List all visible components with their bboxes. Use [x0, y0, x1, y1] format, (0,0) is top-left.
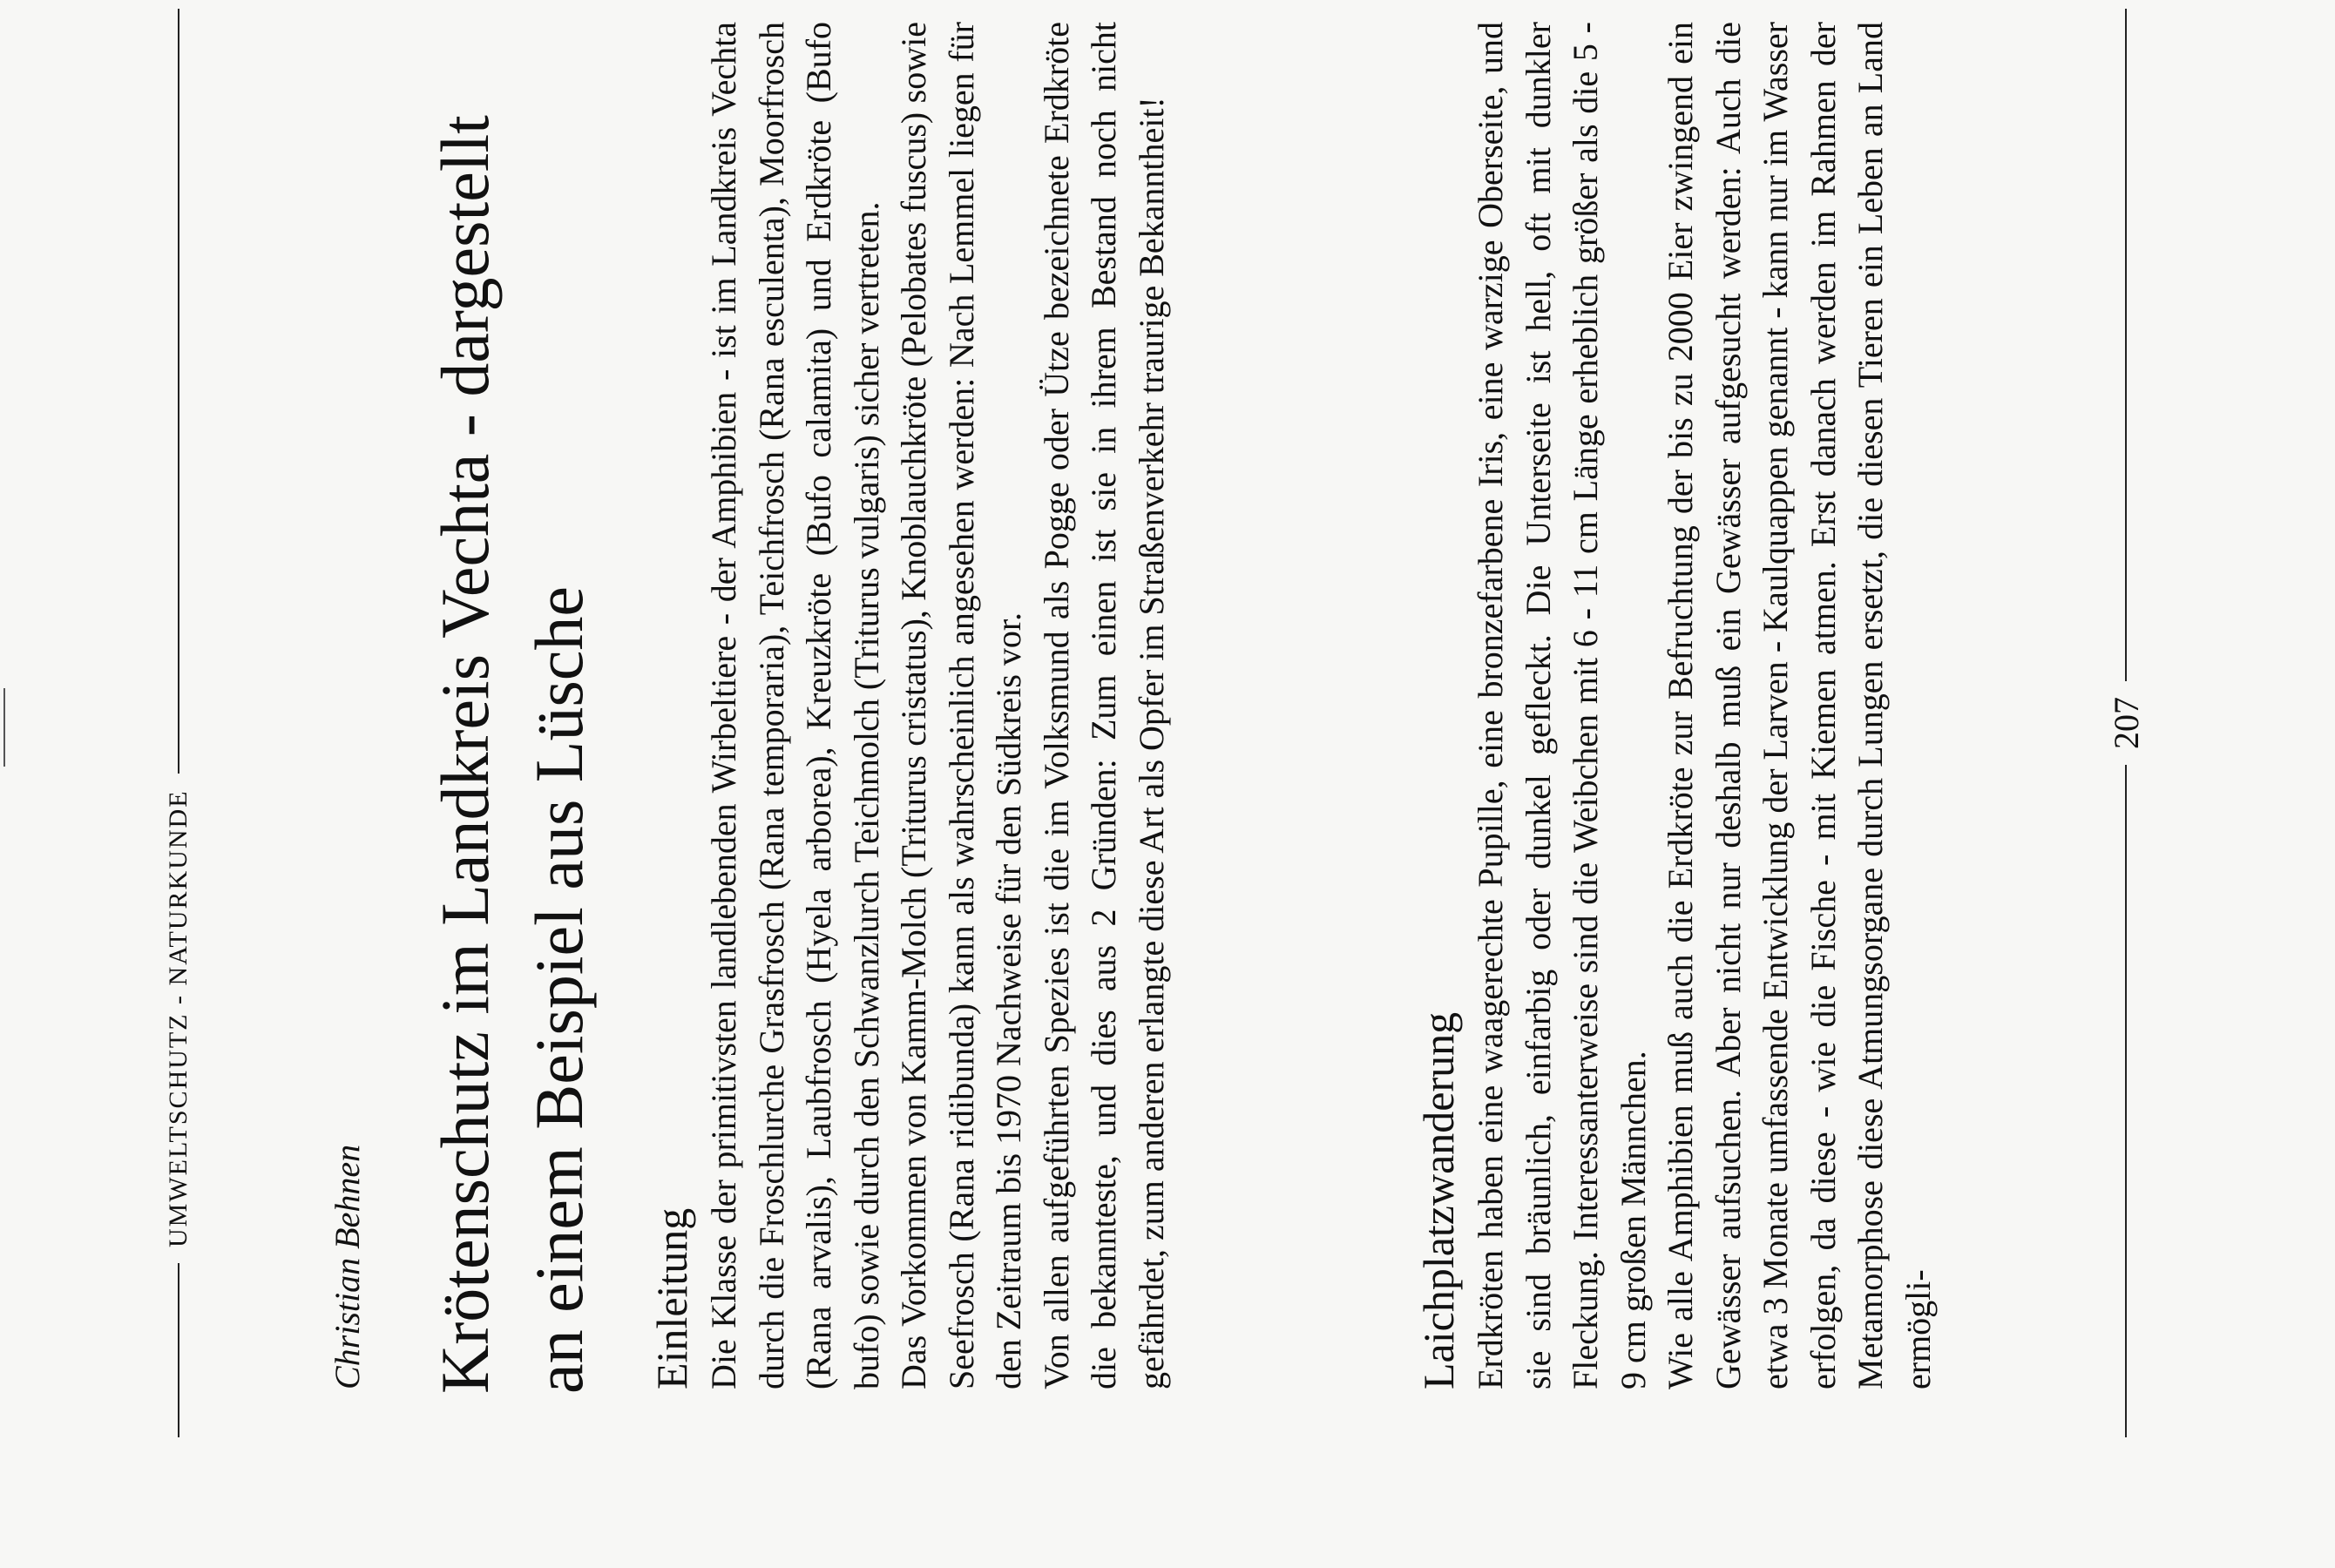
paragraph: Die Klasse der primitivsten landlebenden Wirbeltiere - der Amphibien - ist im Landkreis Vechta durch die Froschlurche Grasfrosch (Rana temporaria), Teichfrosch (Rana esculenta), Moorfrosch (Rana arvalis), Laubfrosch (Hyela arborea), Kreuzkröte (Bufo calamita) und Erdkröte (Bufo bufo) sowie durch den Schwanzlurch Teichmolch (Triturus vulgaris) sicher vertreten. [704, 22, 886, 1389]
section-heading: Einleitung [647, 1207, 696, 1389]
paragraph: Erdkröten haben eine waagerechte Pupille, eine bronzefarbene Iris, eine warzige Oberseite, und sie sind bräunlich, einfarbig oder dunkel gefleckt. Die Unterseite ist hell, oft mit dunkler Fleckung. Interessanterweise sind die Weibchen mit 6 - 11 cm Länge erheblich größer als die 5 - 9 cm großen Männchen. [1471, 22, 1653, 1389]
author-name: Christian Behnen [328, 1144, 367, 1389]
section-einleitung [645, 22, 1175, 1389]
footer-rule-left [2125, 765, 2127, 1437]
section-laichplatzwanderung [1411, 22, 1942, 1389]
running-head-text: UMWELTSCHUTZ - NATURKUNDE [164, 789, 193, 1247]
paragraph: Das Vorkommen von Kamm-Molch (Triturus cristatus), Knoblauchkröte (Pelobates fuscus) sowie Seefrosch (Rana ridibunda) kann als wahrscheinlich angesehen werden: Nach Lemmel liegen für den Zeitraum bis 1970 Nachweise für den Südkreis vor. [894, 22, 1028, 1389]
paragraph: Von allen aufgeführten Spezies ist die im Volksmund als Pogge oder Ütze bezeichnete Erdkröte die bekannteste, und dies aus 2 Gründen: Zum einen ist sie in ihrem Bestand noch nicht gefährdet, zum anderen erlangte diese Art als Opfer im Straßenverkehr traurige Bekanntheit! [1036, 22, 1171, 1389]
article-title: Krötenschutz im Landkreis Vechta - dargestellt an einem Beispiel aus Lüsche [427, 115, 597, 1394]
page-number: 207 [2106, 697, 2146, 749]
running-head [152, 9, 205, 1437]
paragraph: Wie alle Amphibien muß auch die Erdkröte zur Befruchtung der bis zu 2000 Eier zwingend ein Gewässer aufsuchen. Aber nicht nur deshalb muß ein Gewässer aufgesucht werden: Auch die etwa 3 Monate umfassende Entwicklung der Larven - Kaulquappen genannt - kann nur im Wasser erfolgen, da diese - wie die Fische - mit Kiemen atmen. Erst danach werden im Rahmen der Metamorphose diese Atmungsorgane durch Lungen ersetzt, die diesen Tieren ein Leben an Land ermögli- [1661, 22, 1938, 1389]
running-head-rule-left [178, 1263, 179, 1437]
footer-rule-right [2125, 9, 2127, 681]
running-head-rule-right [178, 9, 179, 774]
section-heading: Laichplatzwanderung [1414, 1011, 1463, 1389]
page-footer [2100, 9, 2152, 1437]
